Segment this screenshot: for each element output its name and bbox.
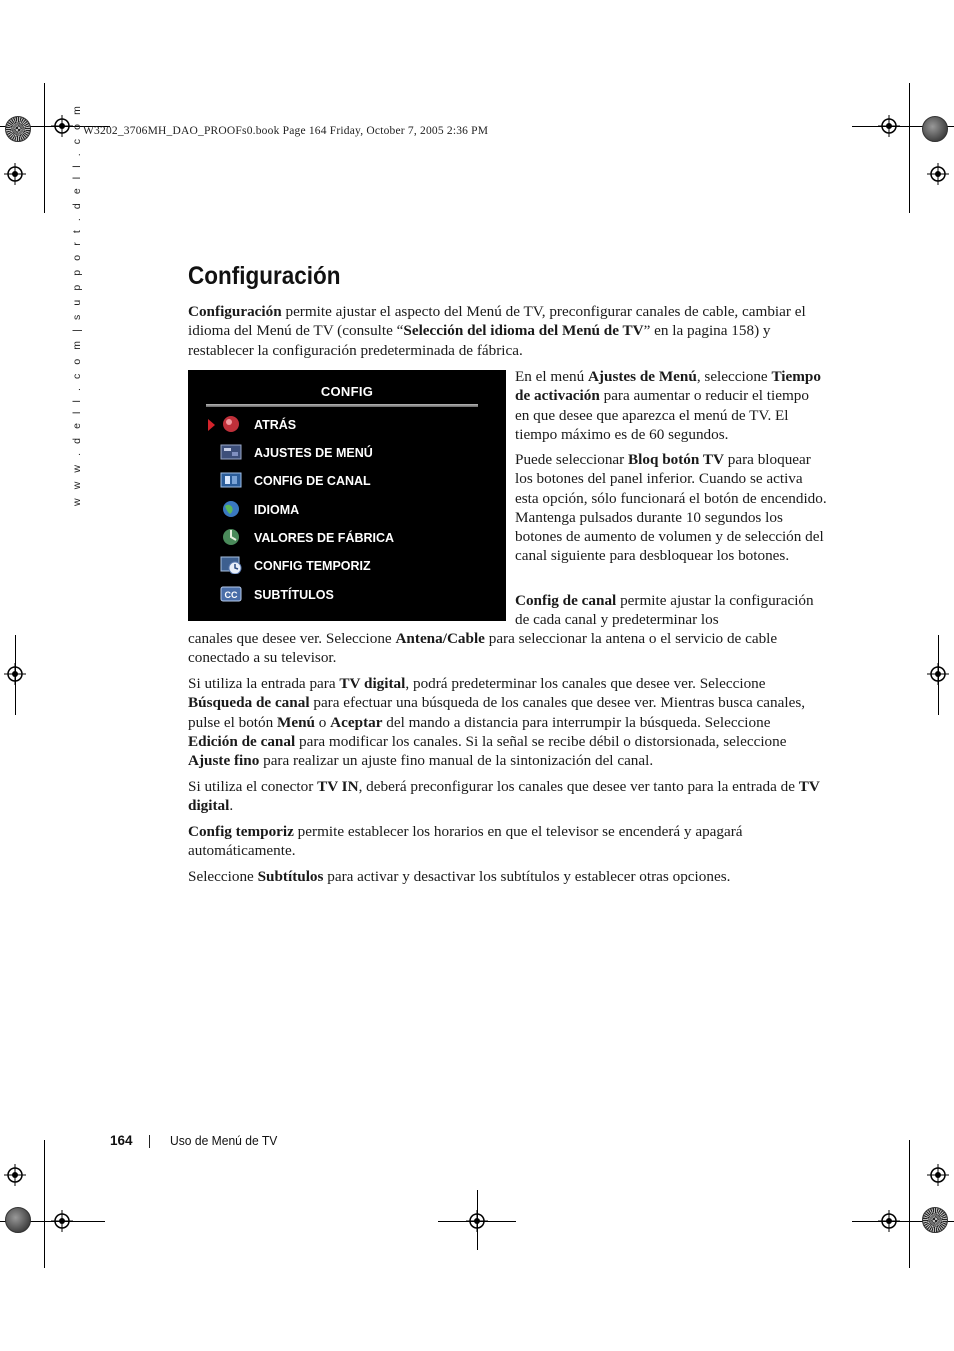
tv-config-menu-image bbox=[188, 370, 506, 621]
registration-mark-icon bbox=[4, 663, 26, 685]
crop-mark bbox=[909, 83, 910, 213]
timer-icon bbox=[220, 556, 242, 574]
osd-item-ajustes-menu: AJUSTES DE MENÚ bbox=[188, 441, 506, 465]
config-temporiz-paragraph: Config temporiz permite establecer los horarios en que el televisor se encenderá y apagará automáticamente. bbox=[188, 823, 743, 860]
color-dial-icon bbox=[5, 116, 31, 142]
registration-mark-icon bbox=[927, 1164, 949, 1186]
proof-header: W3202_3706MH_DAO_PROOFs0.book Page 164 Friday, October 7, 2005 2:36 PM bbox=[83, 125, 489, 137]
color-dial-icon bbox=[922, 116, 948, 142]
registration-mark-icon bbox=[4, 163, 26, 185]
menu-settings-icon bbox=[220, 443, 242, 461]
osd-item-valores-fabrica: VALORES DE FÁBRICA bbox=[188, 526, 506, 550]
page-title: Configuración bbox=[188, 262, 341, 290]
osd-item-config-canal: CONFIG DE CANAL bbox=[188, 469, 506, 493]
osd-item-idioma: IDIOMA bbox=[188, 498, 506, 522]
footer-divider bbox=[149, 1135, 150, 1148]
registration-mark-icon bbox=[51, 1210, 73, 1232]
side-url: w w w . d e l l . c o m | s u p p o r t . d e l l . c o m bbox=[71, 103, 83, 506]
color-dial-icon bbox=[922, 1207, 948, 1233]
tv-in-paragraph: Si utiliza el conector TV IN, deberá preconfigurar los canales que desee ver tanto para la entrada de TV digital. bbox=[188, 778, 820, 815]
globe-icon bbox=[220, 500, 242, 518]
crop-mark bbox=[44, 1140, 45, 1268]
color-dial-icon bbox=[5, 1207, 31, 1233]
config-canal-paragraph-cont: canales que desee ver. Seleccione Antena/Cable para seleccionar la antena o el servicio de cable conectado a su televisor. bbox=[188, 630, 778, 667]
subtitulos-paragraph: Seleccione Subtítulos para activar y desactivar los subtítulos y establecer otras opciones. bbox=[188, 868, 731, 885]
crop-mark bbox=[909, 1140, 910, 1268]
osd-item-atras: ATRÁS bbox=[188, 413, 506, 437]
osd-item-config-temporiz: CONFIG TEMPORIZ bbox=[188, 554, 506, 578]
factory-reset-icon bbox=[220, 528, 242, 546]
cc-icon bbox=[220, 585, 242, 603]
registration-mark-icon bbox=[466, 1210, 488, 1232]
osd-divider bbox=[206, 404, 478, 407]
footer-section-label: Uso de Menú de TV bbox=[170, 1133, 278, 1148]
crop-mark bbox=[44, 83, 45, 213]
registration-mark-icon bbox=[927, 663, 949, 685]
registration-mark-icon bbox=[878, 115, 900, 137]
registration-mark-icon bbox=[4, 1164, 26, 1186]
osd-title: CONFIG bbox=[320, 384, 374, 399]
tv-digital-paragraph: Si utiliza la entrada para TV digital, podrá predeterminar los canales que desee ver. Seleccione Búsqueda de canal para efectuar una búsqueda de los canales que desee ver. Mientras busca canales, pulse el botón Menú o Aceptar del mando a distancia para interrumpir la búsqueda. Seleccione Edición de canal para modificar los canales. Si la señal se recibe débil o distorsionada, seleccione Ajuste fino para realizar un ajuste fino manual de la sintonización del canal. bbox=[188, 675, 806, 770]
channel-setup-icon bbox=[220, 471, 242, 489]
registration-mark-icon bbox=[878, 1210, 900, 1232]
ajustes-menu-paragraph: En el menú Ajustes de Menú, seleccione Tiempo de activación para aumentar o reducir el tiempo en que desee que aparezca el menú de TV. El tiempo máximo es de 60 segundos. bbox=[515, 368, 821, 443]
config-canal-paragraph: Config de canal permite ajustar la configuración de cada canal y predeterminar los bbox=[515, 592, 814, 629]
osd-item-subtitulos: CC SUBTÍTULOS bbox=[188, 583, 506, 607]
back-icon bbox=[220, 415, 242, 433]
page-number: 164 bbox=[110, 1133, 133, 1148]
svg-text:CC: CC bbox=[224, 590, 238, 600]
bloq-boton-paragraph: Puede seleccionar Bloq botón TV para bloquear los botones del panel inferior. Cuando se activa esta opción, sólo funcionará el botón de encendido. Mantenga pulsados durante 10 segundos los botones de aumento de volumen y de selección del canal siguiente para desbloquear los botones. bbox=[515, 451, 827, 565]
registration-mark-icon bbox=[51, 115, 73, 137]
intro-paragraph: Configuración permite ajustar el aspecto del Menú de TV, preconfigurar canales de cable, cambiar el idioma del Menú de TV (consulte “Selección del idioma del Menú de TV” en la pagina 158) y restablecer la configuración predeterminada de fábrica. bbox=[188, 303, 806, 359]
registration-mark-icon bbox=[927, 163, 949, 185]
